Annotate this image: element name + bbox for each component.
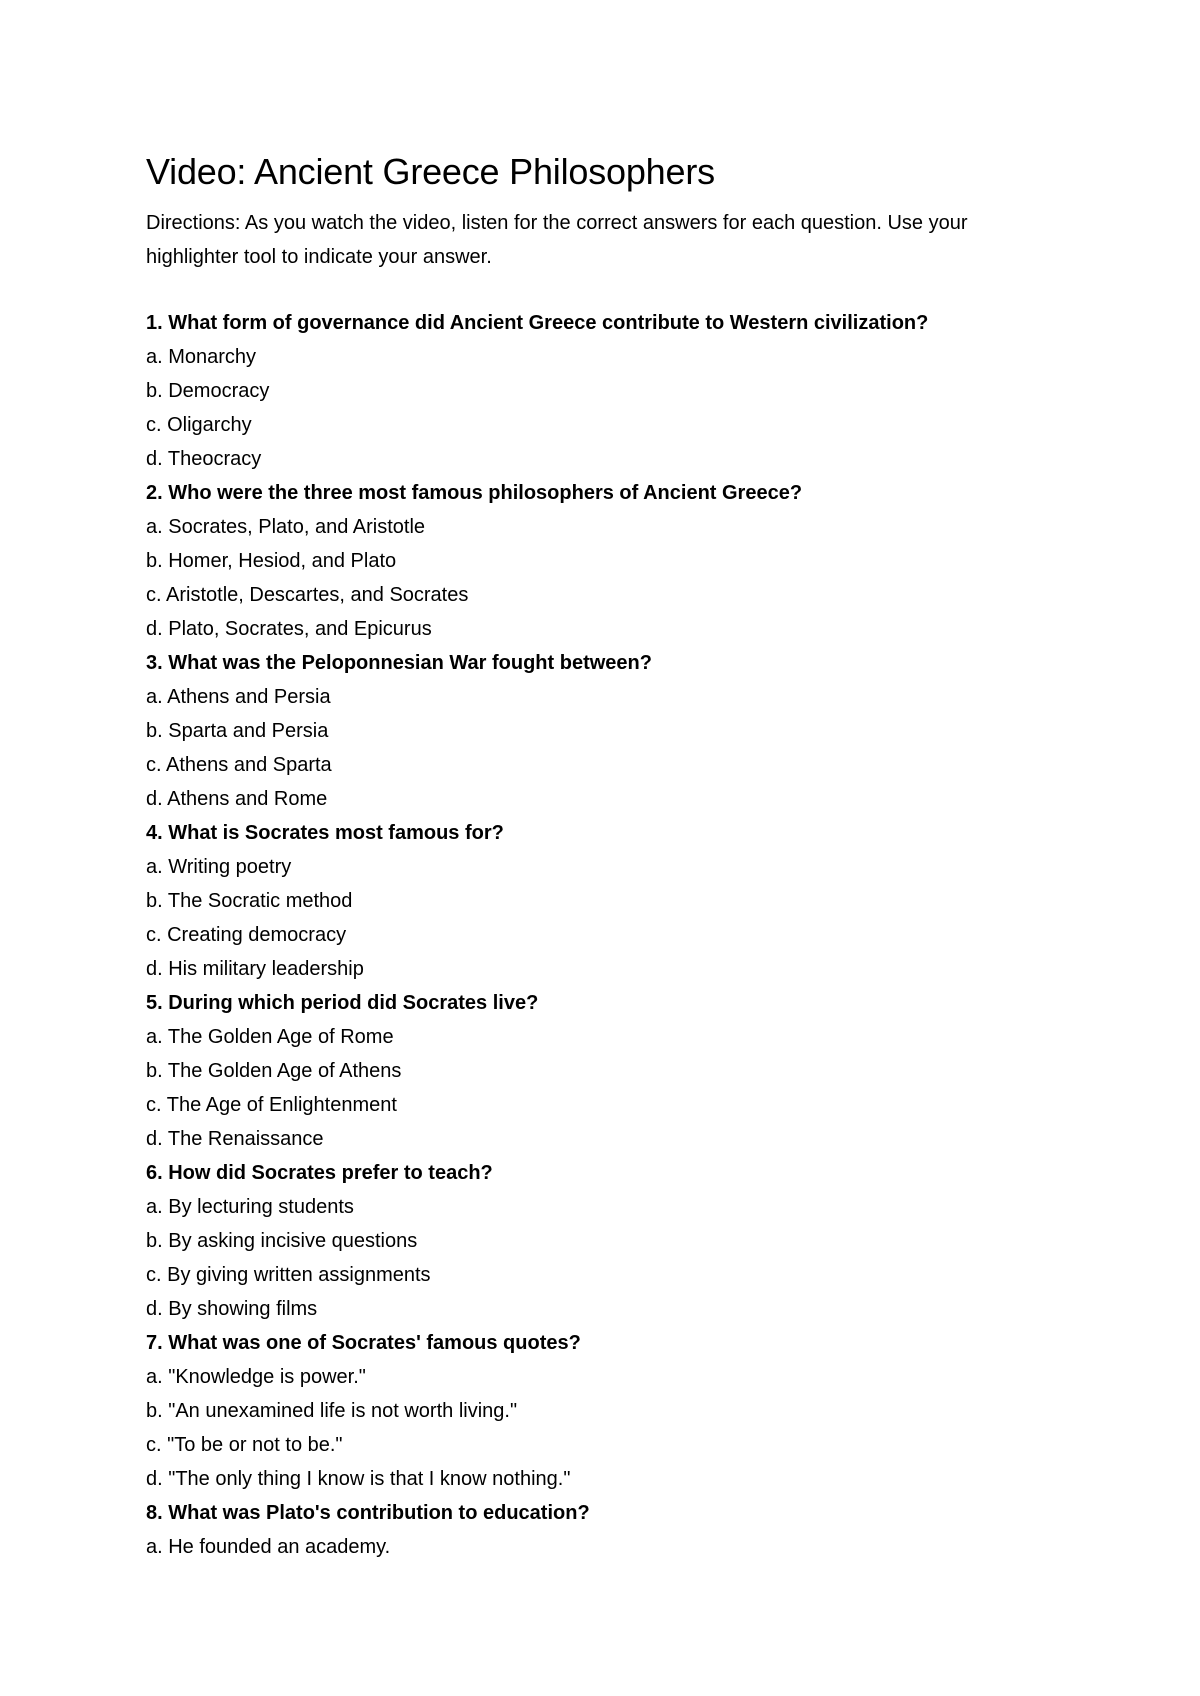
answer-option[interactable]: d. Athens and Rome	[146, 788, 328, 810]
answer-option[interactable]: b. The Socratic method	[146, 890, 353, 912]
answer-option[interactable]: d. Theocracy	[146, 448, 262, 470]
question-text: 4. What is Socrates most famous for?	[146, 822, 504, 844]
answer-option[interactable]: d. The Renaissance	[146, 1128, 324, 1150]
question-8	[146, 1496, 1046, 1564]
answer-option[interactable]: c. The Age of Enlightenment	[146, 1094, 397, 1116]
answer-option[interactable]: a. Writing poetry	[146, 856, 292, 878]
document-content	[146, 150, 1046, 1564]
question-text: 3. What was the Peloponnesian War fought between?	[146, 652, 652, 674]
answer-option[interactable]: a. Socrates, Plato, and Aristotle	[146, 516, 426, 538]
answer-option[interactable]: a. By lecturing students	[146, 1196, 354, 1218]
answer-option[interactable]: a. Monarchy	[146, 346, 257, 368]
question-text: 5. During which period did Socrates live?	[146, 992, 539, 1014]
answer-option[interactable]: d. By showing films	[146, 1298, 318, 1320]
question-text: 8. What was Plato's contribution to education?	[146, 1502, 590, 1524]
answer-option[interactable]: c. Aristotle, Descartes, and Socrates	[146, 584, 469, 606]
question-text: 1. What form of governance did Ancient Greece contribute to Western civilization?	[146, 312, 929, 334]
document-title: Video: Ancient Greece Philosophers	[146, 151, 715, 192]
question-4	[146, 816, 1046, 986]
answer-option[interactable]: d. Plato, Socrates, and Epicurus	[146, 618, 432, 640]
question-1	[146, 306, 1046, 476]
answer-option[interactable]: b. The Golden Age of Athens	[146, 1060, 402, 1082]
directions-text: Directions: As you watch the video, listen for the correct answers for each question. Use your highlighter tool to indicate your answer.	[146, 212, 968, 268]
question-text: 7. What was one of Socrates' famous quotes?	[146, 1332, 581, 1354]
answer-option[interactable]: b. By asking incisive questions	[146, 1230, 418, 1252]
answer-option[interactable]: b. Democracy	[146, 380, 270, 402]
answer-option[interactable]: c. Athens and Sparta	[146, 754, 332, 776]
answer-option[interactable]: a. He founded an academy.	[146, 1536, 391, 1558]
answer-option[interactable]: b. Homer, Hesiod, and Plato	[146, 550, 397, 572]
answer-option[interactable]: c. Oligarchy	[146, 414, 252, 436]
question-5	[146, 986, 1046, 1156]
answer-option[interactable]: a. The Golden Age of Rome	[146, 1026, 394, 1048]
question-3	[146, 646, 1046, 816]
answer-option[interactable]: d. "The only thing I know is that I know nothing."	[146, 1468, 571, 1490]
answer-option[interactable]: b. "An unexamined life is not worth living."	[146, 1400, 518, 1422]
answer-option[interactable]: c. By giving written assignments	[146, 1264, 431, 1286]
answer-option[interactable]: b. Sparta and Persia	[146, 720, 329, 742]
answer-option[interactable]: c. Creating democracy	[146, 924, 347, 946]
answer-option[interactable]: a. Athens and Persia	[146, 686, 331, 708]
answer-option[interactable]: a. "Knowledge is power."	[146, 1366, 366, 1388]
answer-option[interactable]: d. His military leadership	[146, 958, 364, 980]
question-6	[146, 1156, 1046, 1326]
answer-option[interactable]: c. "To be or not to be."	[146, 1434, 343, 1456]
question-text: 2. Who were the three most famous philosophers of Ancient Greece?	[146, 482, 803, 504]
question-2	[146, 476, 1046, 646]
question-list	[146, 306, 1046, 1564]
question-7	[146, 1326, 1046, 1496]
question-text: 6. How did Socrates prefer to teach?	[146, 1162, 493, 1184]
